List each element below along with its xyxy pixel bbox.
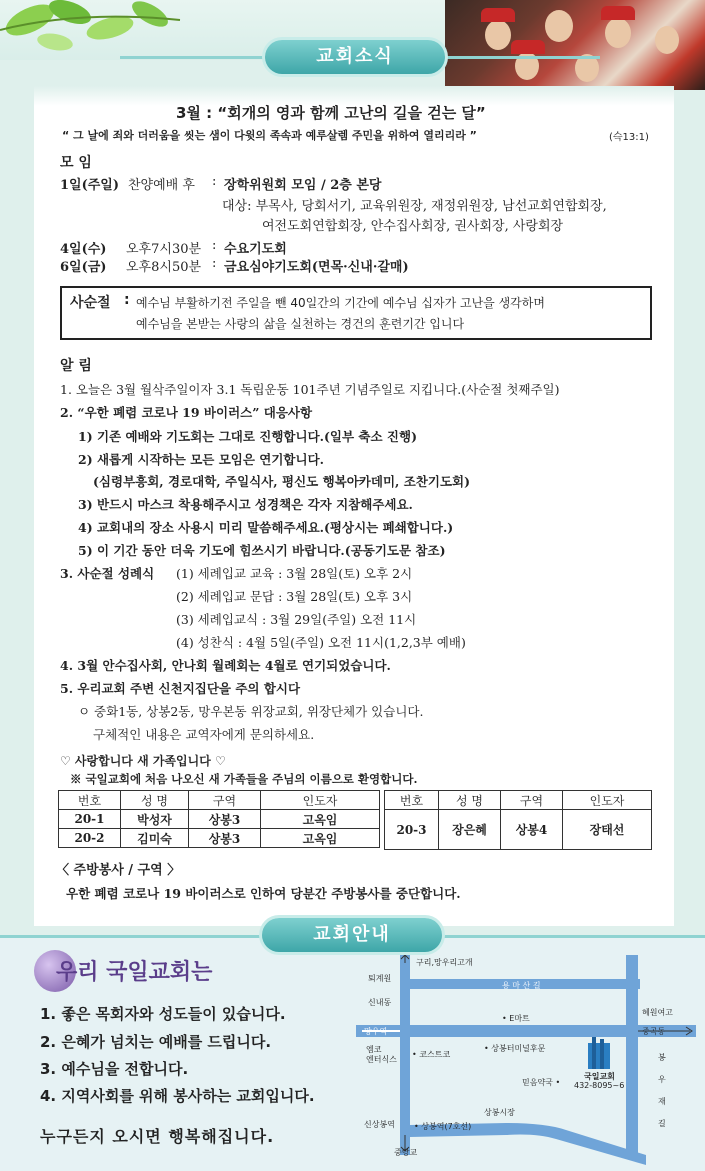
table-row xyxy=(385,810,652,850)
meeting-attendees: 대상: 부목사, 당회서기, 교육위원장, 재정위원장, 남선교회연합회장, xyxy=(222,199,607,214)
church-info-item: 4. 지역사회를 위해 봉사하는 교회입니다. xyxy=(40,1087,315,1105)
notice-line: (심령부흥회, 경로대학, 주일식사, 평신도 행복아카데미, 조찬기도회) xyxy=(93,474,471,489)
table-header: 성 명 xyxy=(121,791,189,810)
map-label: 432-8095~6 xyxy=(574,1081,625,1090)
map-label: 엠코 엔터식스 xyxy=(366,1045,397,1064)
map-label: 용 마 산 길 xyxy=(502,981,541,990)
kitchen-heading: 〈 주방봉사 / 구역 〉 xyxy=(56,863,181,878)
notice-line: (1) 세례입교 교육 : 3월 28일(토) 오후 2시 xyxy=(176,566,413,581)
meeting-attendees: 여전도회연합회장, 안수집사회장, 권사회장, 사랑회장 xyxy=(262,219,564,234)
kitchen-text: 우한 폐렴 코로나 19 바이러스로 인하여 당분간 주방봉사를 중단합니다. xyxy=(66,886,461,901)
notice-line: (3) 세례입교식 : 3월 29일(주일) 오전 11시 xyxy=(176,612,417,627)
table-row xyxy=(59,810,380,829)
table-header: 번호 xyxy=(385,791,439,810)
map-label: 구리,망우리고개 xyxy=(416,958,473,967)
new-family-note: ※ 국일교회에 처음 나오신 새 가족들을 주님의 이름으로 환영합니다. xyxy=(70,772,418,786)
church-info-closing: 누구든지 오시면 행복해집니다. xyxy=(40,1127,275,1146)
lent-colon: : xyxy=(124,292,130,308)
notice-line: 2) 새롭게 시작하는 모든 모임은 연기합니다. xyxy=(78,452,324,467)
table-header: 성 명 xyxy=(439,791,501,810)
map-label: 혜원여고 xyxy=(642,1008,673,1017)
table-header: 구역 xyxy=(189,791,261,810)
meeting-sep: : xyxy=(212,238,217,253)
map-label: • 코스트코 xyxy=(412,1050,451,1059)
table-cell: 상봉3 xyxy=(189,810,261,829)
table-cell: 상봉3 xyxy=(189,829,261,848)
table-header: 인도자 xyxy=(563,791,652,810)
table-header: 인도자 xyxy=(261,791,380,810)
lent-text: 예수님을 본받는 사랑의 삶을 실천하는 경건의 훈련기간 입니다 xyxy=(136,317,465,331)
map-label: 봉우재길 xyxy=(658,1053,666,1128)
map-label: • 상봉역(7호선) xyxy=(414,1122,472,1131)
map-label: 상봉시장 xyxy=(484,1108,515,1117)
map-label: • E마트 xyxy=(502,1014,530,1023)
church-building-icon xyxy=(588,1037,610,1069)
notice-line: 4. 3월 안수집사회, 안나회 월례회는 4월로 연기되었습니다. xyxy=(60,658,391,673)
map-label: 신내동 xyxy=(368,998,392,1007)
section-title-church-info: 교회안내 xyxy=(262,918,442,952)
table-cell: 장은혜 xyxy=(439,810,501,850)
church-info-item: 1. 좋은 목회자와 성도들이 있습니다. xyxy=(40,1005,286,1023)
map-label: 신상봉역 xyxy=(364,1120,395,1129)
meeting-event: 수요기도회 xyxy=(224,242,287,257)
march-verse: “ 그 날에 죄와 더러움을 씻는 샘이 다윗의 족속과 예루살렘 주민을 위하여 열리리라 ” xyxy=(62,129,477,142)
table-cell: 김미숙 xyxy=(121,829,189,848)
choir-photo xyxy=(445,0,705,90)
church-info-item: 3. 예수님을 전합니다. xyxy=(40,1060,189,1078)
notice-line: ㅇ 중화1동, 상봉2동, 망우본동 위장교회, 위장단체가 있습니다. xyxy=(78,704,424,719)
meeting-event: 금요심야기도회(면목·신내·갈매) xyxy=(224,260,409,275)
meeting-day: 1일(주일) xyxy=(60,178,120,193)
notice-line: 3. 사순절 성례식 xyxy=(60,566,155,581)
table-row xyxy=(59,829,380,848)
notices-heading: 알 림 xyxy=(60,358,92,374)
map-label: 국일교회 xyxy=(584,1072,615,1081)
table-cell: 상봉4 xyxy=(501,810,563,850)
table-header: 구역 xyxy=(501,791,563,810)
meeting-sep: : xyxy=(212,174,217,189)
notice-line: 5) 이 기간 동안 더욱 기도에 힘쓰시기 바랍니다.(공동기도문 참조) xyxy=(78,543,446,558)
map-label: 중랑교 xyxy=(394,1148,418,1157)
meeting-time: 찬양예배 후 xyxy=(128,178,195,193)
new-family-table-left xyxy=(58,790,380,848)
map-label: 퇴계원 xyxy=(368,974,392,983)
notice-line: (2) 세례입교 문답 : 3월 28일(토) 오후 3시 xyxy=(176,589,413,604)
meetings-heading: 모 임 xyxy=(60,155,92,171)
lent-text: 예수님 부활하기전 주일을 뺀 40일간의 기간에 예수님 십자가 고난을 생각하며 xyxy=(136,296,545,310)
meeting-time: 오후8시50분 xyxy=(126,260,202,275)
march-verse-ref: (슥13:1) xyxy=(609,132,649,143)
church-info-item: 2. 은혜가 넘치는 예배를 드립니다. xyxy=(40,1033,272,1051)
meeting-time: 오후7시30분 xyxy=(126,242,202,257)
notice-line: 5. 우리교회 주변 신천지집단을 주의 합시다 xyxy=(60,681,301,696)
lent-label: 사순절 xyxy=(70,295,111,311)
table-cell: 고옥임 xyxy=(261,829,380,848)
new-family-table-right xyxy=(384,790,652,850)
leaf-decoration xyxy=(0,0,190,60)
march-title: 3월 : “회개의 영과 함께 고난의 길을 걷는 달” xyxy=(176,104,486,122)
map-label: 믿음약국 • xyxy=(522,1078,561,1087)
new-family-heading: ♡ 사랑합니다 새 가족입니다 ♡ xyxy=(60,754,226,768)
notice-line: 3) 반드시 마스크 착용해주시고 성경책은 각자 지참해주세요. xyxy=(78,497,413,512)
map-label: • 상봉터미널후문 xyxy=(484,1044,546,1053)
meeting-day: 6일(금) xyxy=(60,260,107,275)
notice-line: (4) 성찬식 : 4월 5일(주일) 오전 11시(1,2,3부 예배) xyxy=(176,635,466,650)
table-cell: 20-3 xyxy=(385,810,439,850)
church-location-map xyxy=(356,955,696,1165)
table-cell: 20-2 xyxy=(59,829,121,848)
notice-line: 1. 오늘은 3월 월삭주일이자 3.1 독립운동 101주년 기념주일로 지킵니다.(사순절 첫째주일) xyxy=(60,382,560,397)
church-info-title: 우리 국일교회는 xyxy=(56,960,213,985)
meeting-event: 장학위원회 모임 / 2층 본당 xyxy=(224,178,382,193)
map-label: 망우역 xyxy=(364,1027,388,1036)
table-cell: 고옥임 xyxy=(261,810,380,829)
notice-line: 1) 기존 예배와 기도회는 그대로 진행합니다.(일부 축소 진행) xyxy=(78,429,417,444)
meeting-day: 4일(수) xyxy=(60,242,107,257)
table-cell: 20-1 xyxy=(59,810,121,829)
notice-line: 2. “우한 폐렴 코로나 19 바이러스” 대응사항 xyxy=(60,405,313,420)
table-cell: 장태선 xyxy=(563,810,652,850)
map-label: 중곡동 xyxy=(642,1027,666,1036)
section-title-news: 교회소식 xyxy=(265,40,445,74)
meeting-sep: : xyxy=(212,256,217,271)
table-header: 번호 xyxy=(59,791,121,810)
notice-line: 구체적인 내용은 교역자에게 문의하세요. xyxy=(93,727,315,742)
notice-line: 4) 교회내의 장소 사용시 미리 말씀해주세요.(평상시는 폐쇄합니다.) xyxy=(78,520,454,535)
table-cell: 박성자 xyxy=(121,810,189,829)
